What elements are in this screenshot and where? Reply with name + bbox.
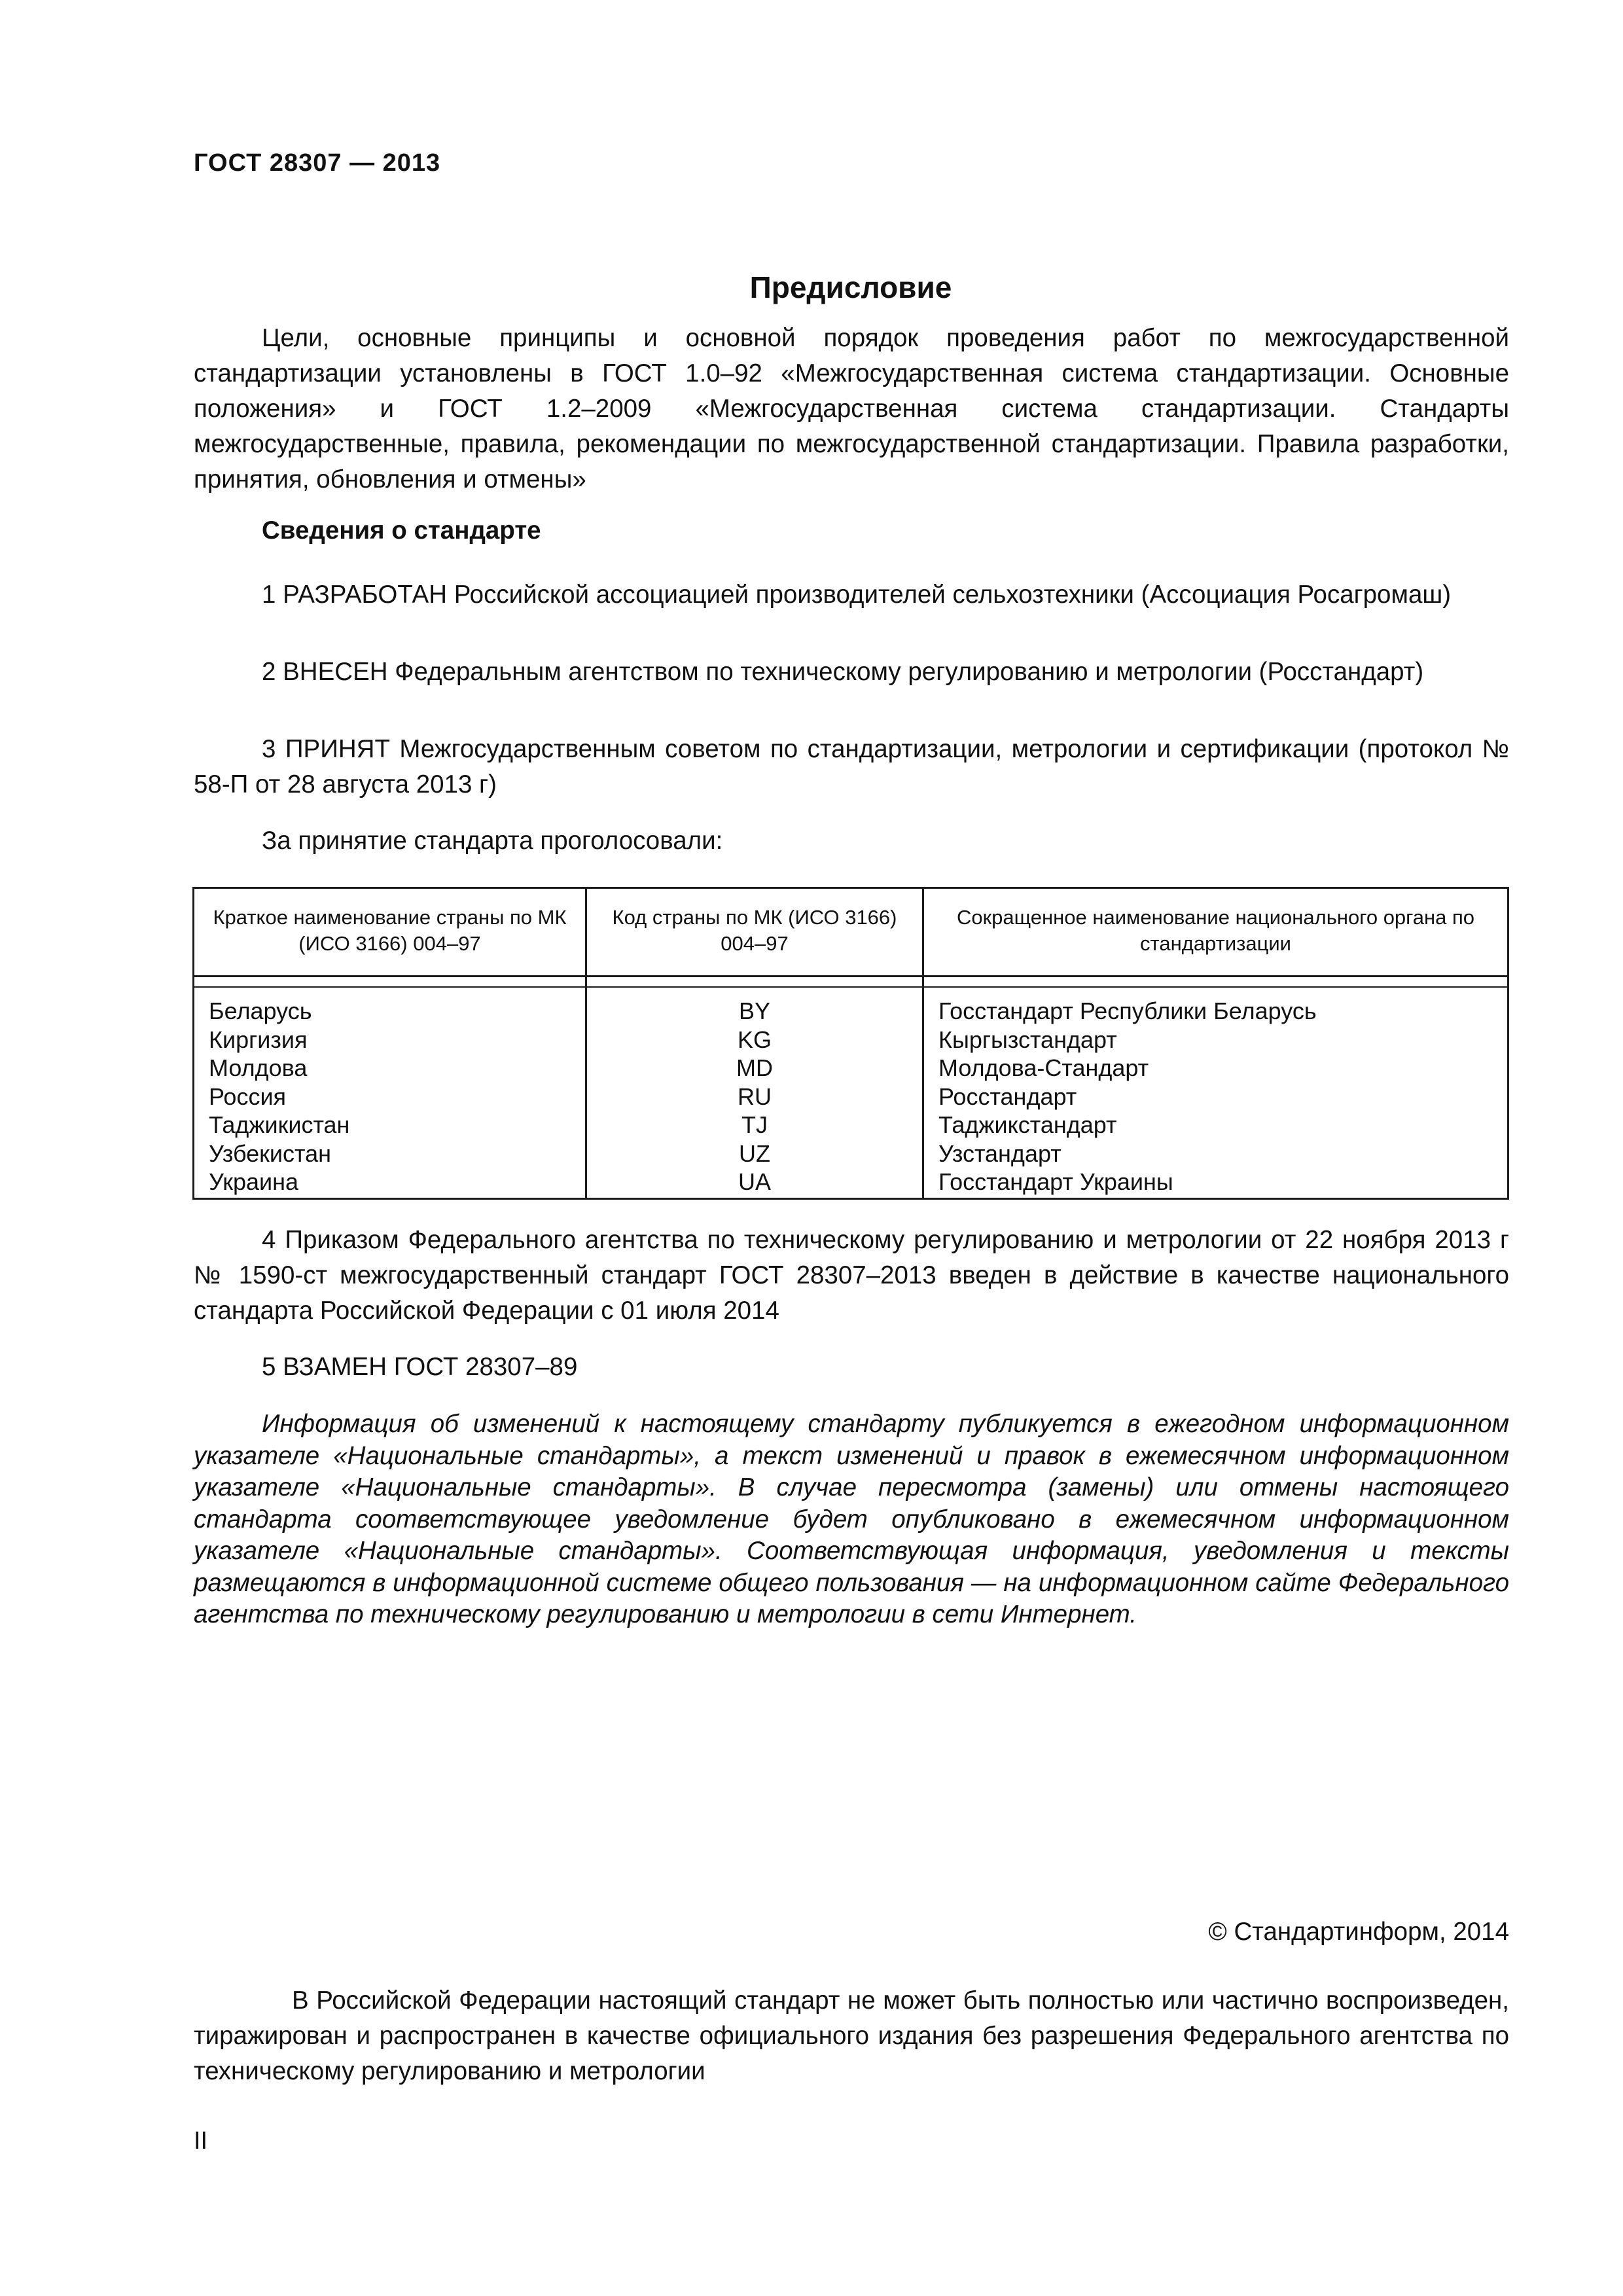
reproduction-restriction-block [194,1983,1509,2089]
table-cell-code: BY [738,997,771,1024]
intro-paragraph: Цели, основные принципы и основной порядок проведения работ по межгосударственной стандартизации установлены в ГОСТ 1.0–92 «Межгосударственная система стандартизации. Основные положения» и ГОСТ 1.2–2009 «Межгосударственная система стандартизации. Стандарты межгосударственные, правила, рекомендации по межгосударственной стандартизации. Правила разработки, принятия, обновления и отмены» [194,324,1509,493]
table-cell-code: UA [738,1168,771,1195]
item-1-block [194,577,1509,613]
table-cell-country: Молдова [209,1054,308,1081]
item-replaces: 5 ВЗАМЕН ГОСТ 28307–89 [262,1353,578,1381]
table-header-separator [194,977,1507,988]
table-cell-body: Таджикстандарт [938,1111,1117,1138]
table-cell-body: Молдова-Стандарт [938,1054,1149,1081]
table-cell-code: UZ [739,1139,770,1167]
page-number: II [194,2127,208,2155]
table-header-row [194,889,1507,977]
standard-info-heading-block [194,513,1509,548]
voted-block [194,823,1509,859]
item-3-block [194,732,1509,802]
table-body [194,988,1507,1198]
table-cell-country: Узбекистан [209,1139,332,1167]
table-cell-country: Киргизия [209,1026,308,1053]
copyright-notice: © Стандартинформ, 2014 [1208,1918,1509,1946]
table-cell-country: Беларусь [209,997,312,1024]
voted-intro: За принятие стандарта проголосовали: [262,827,723,855]
change-notice-block [194,1408,1509,1631]
table-header-code: Код страны по МК (ИСО 3166) 004–97 [587,889,924,975]
table-cell-body: Узстандарт [938,1139,1061,1167]
table-header-body: Сокращенное наименование национального органа по стандартизации [956,906,1475,955]
table-column-body [924,988,1507,1198]
item-introduced: 2 ВНЕСЕН Федеральным агентством по техническому регулированию и метрологии (Росстандарт) [262,658,1424,686]
intro-section [194,321,1509,497]
item-5-block [194,1350,1509,1385]
table-cell-country: Таджикистан [209,1111,350,1138]
item-2-block [194,655,1509,690]
standard-info-heading: Сведения о стандарте [262,516,541,545]
table-cell-country: Россия [209,1083,287,1110]
item-4-block [194,1223,1509,1329]
table-column-code [587,988,924,1198]
table-cell-body: Росстандарт [938,1083,1077,1110]
document-code-header: ГОСТ 28307 — 2013 [194,149,441,177]
change-notice-paragraph: Информация об изменений к настоящему стандарту публикуется в ежегодном информационном указателе «Национальные стандарты», а текст изменений и правок в ежемесячном информационном указателе «Национальные стандарты». В случае пересмотра (замены) или отмены настоящего стандарта соответствующее уведомление будет опубликовано в ежемесячном информационном указателе «Национальные стандарты». Соответствующая информация, уведомления и тексты размещаются в информационной системе общего пользования — на информационном сайте Федерального агентства по техническому регулированию и метрологии в сети Интернет. [194,1410,1509,1628]
item-developed: 1 РАЗРАБОТАН Российской ассоциацией производителей сельхозтехники (Ассоциация Росагромаш) [262,581,1452,609]
reproduction-restriction-paragraph: В Российской Федерации настоящий стандарт не может быть полностью или частично воспроизведен, тиражирован и распространен в качестве официального издания без разрешения Федерального агентства по техническому регулированию и метрологии [194,1986,1509,2085]
table-cell-body: Госстандарт Украины [938,1168,1173,1195]
table-cell-code: RU [738,1083,772,1110]
voting-countries-table [192,887,1509,1200]
table-header-country: Краткое наименование страны по МК (ИСО 3166) 004–97 [194,889,587,975]
table-cell-code: KG [737,1026,772,1053]
page-title: Предисловие [749,270,952,304]
table-cell-body: Госстандарт Республики Беларусь [938,997,1317,1024]
item-enacted: 4 Приказом Федерального агентства по техническому регулированию и метрологии от 22 ноября 2013 г № 1590-ст межгосударственный стандарт ГОСТ 28307–2013 введен в действие в качестве национального стандарта Российской Федерации с 01 июля 2014 [194,1226,1509,1325]
table-column-country [194,988,587,1198]
table-cell-country: Украина [209,1168,299,1195]
table-cell-code: TJ [741,1111,768,1138]
table-cell-body: Кыргызстандарт [938,1026,1117,1053]
table-cell-code: MD [736,1054,773,1081]
item-adopted: 3 ПРИНЯТ Межгосударственным советом по стандартизации, метрологии и сертификации (протокол № 58-П от 28 августа 2013 г) [194,735,1509,798]
